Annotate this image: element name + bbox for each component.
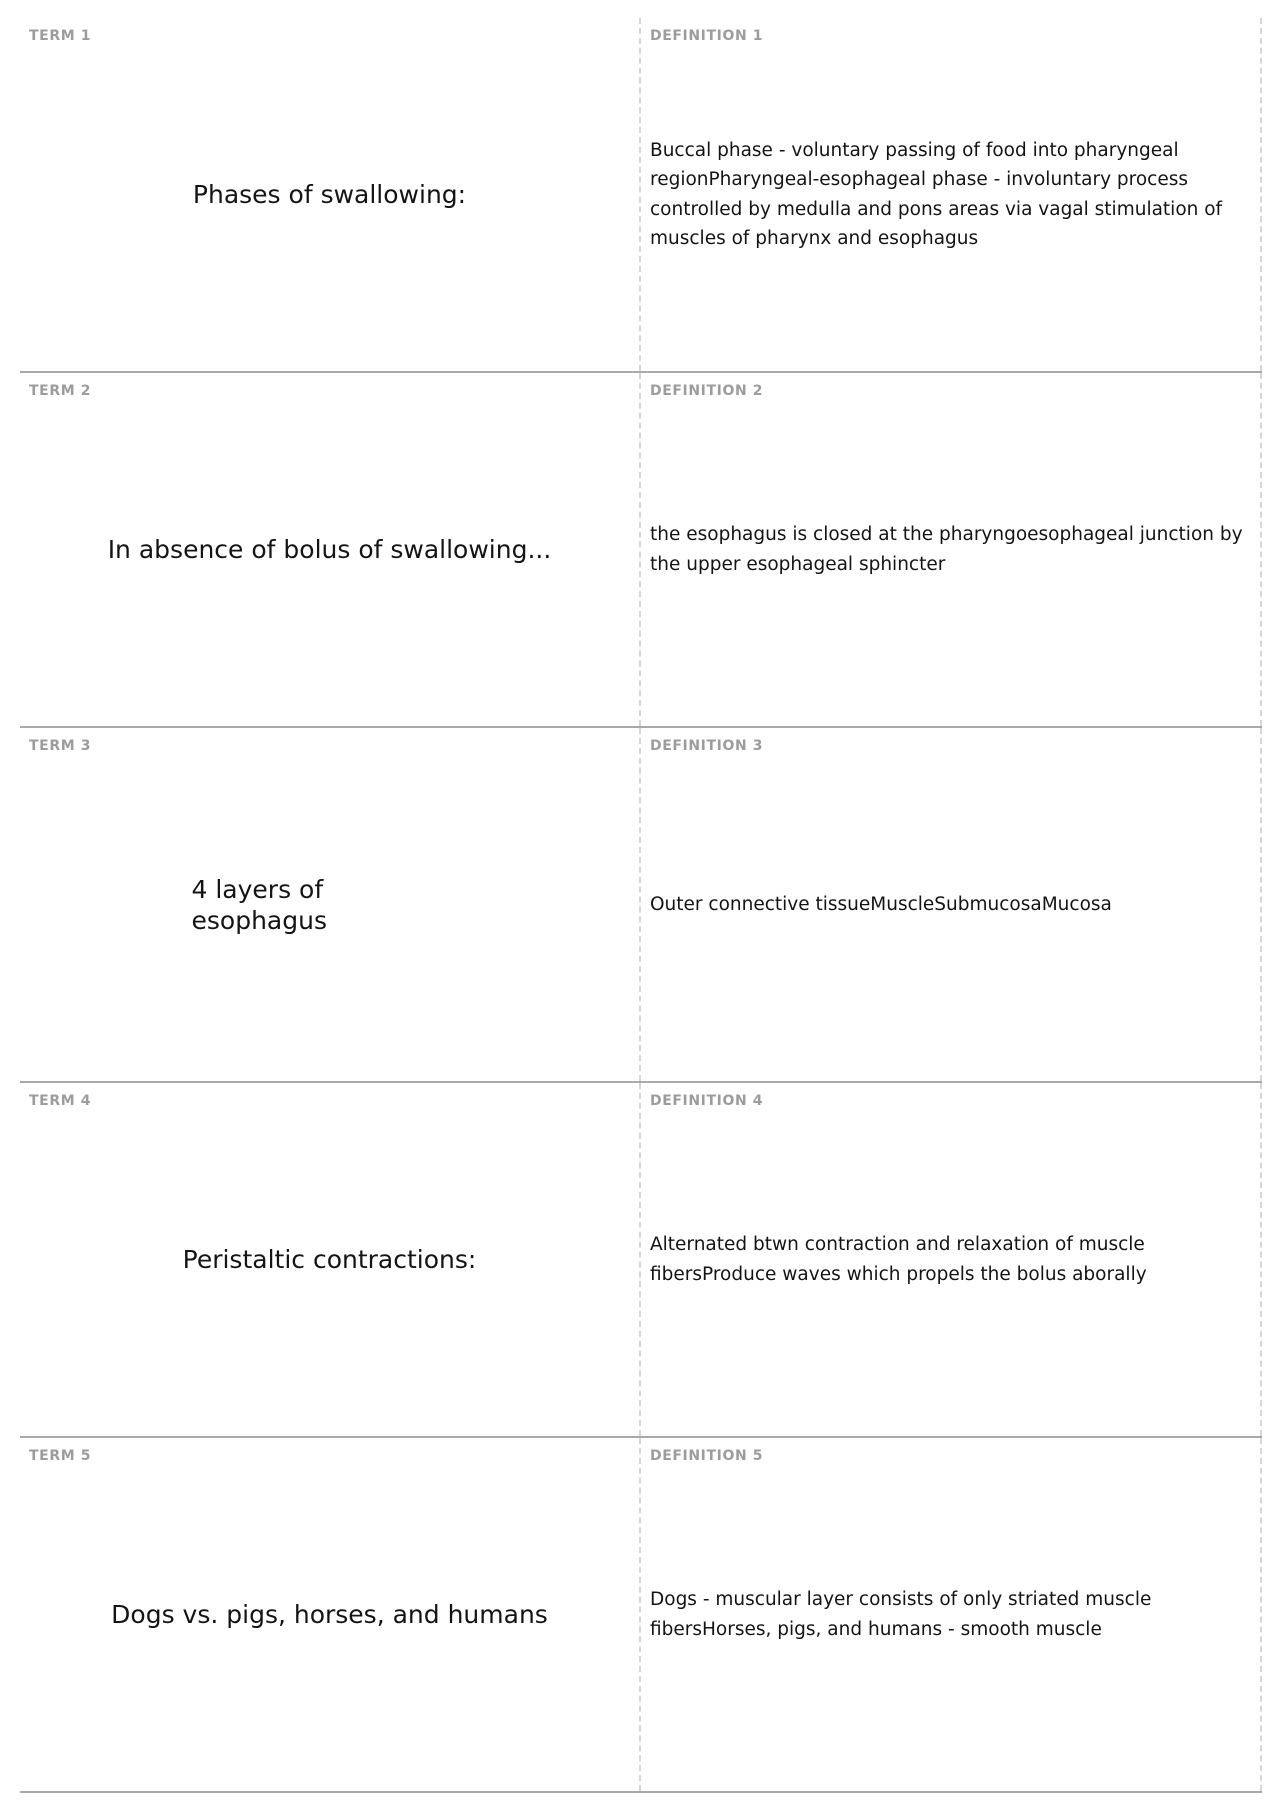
definition-cell (641, 1083, 1262, 1436)
definition-cell (641, 373, 1262, 726)
definition-text: the esophagus is closed at the pharyngoesophageal junction by the upper esophageal sphincter (650, 524, 1243, 575)
term-text-container (20, 373, 639, 726)
definition-text: Buccal phase - voluntary passing of food into pharyngeal regionPharyngeal-esophageal phase - involuntary process controlled by medulla and pons areas via vagal stimulation of muscles of pharynx and esophagus (650, 139, 1223, 249)
definition-cell (641, 728, 1262, 1081)
term-text: Dogs vs. pigs, horses, and humans (111, 1600, 548, 1629)
card-row (20, 1083, 1262, 1438)
definition-cell (641, 18, 1262, 371)
card-row (20, 728, 1262, 1083)
term-cell (20, 728, 641, 1081)
term-label: TERM 4 (29, 1093, 92, 1109)
term-label: TERM 5 (29, 1448, 92, 1464)
definition-text: Dogs - muscular layer consists of only striated muscle fibersHorses, pigs, and humans - smooth muscle (650, 1589, 1152, 1640)
term-text: 4 layers of esophagus (191, 874, 327, 935)
term-text-container (20, 728, 639, 1081)
term-cell (20, 1083, 641, 1436)
term-cell (20, 18, 641, 371)
flashcard-sheet (20, 18, 1262, 1793)
definition-label: DEFINITION 1 (650, 28, 764, 44)
term-label: TERM 3 (29, 738, 92, 754)
definition-label: DEFINITION 4 (650, 1093, 764, 1109)
term-label: TERM 1 (29, 28, 92, 44)
definition-label: DEFINITION 3 (650, 738, 764, 754)
definition-label: DEFINITION 2 (650, 383, 764, 399)
term-text-container (20, 18, 639, 371)
definition-text-container (650, 1083, 1246, 1436)
definition-text: Outer connective tissueMuscleSubmucosaMucosa (650, 893, 1112, 915)
term-text: In absence of bolus of swallowing... (107, 535, 552, 564)
term-text: Phases of swallowing: (192, 180, 467, 209)
term-text-container (20, 1438, 639, 1791)
term-cell (20, 373, 641, 726)
definition-text: Alternated btwn contraction and relaxation of muscle fibersProduce waves which propels the bolus aborally (650, 1234, 1147, 1285)
term-cell (20, 1438, 641, 1791)
term-text: Peristaltic contractions: (182, 1245, 477, 1274)
card-row (20, 373, 1262, 728)
term-label: TERM 2 (29, 383, 92, 399)
term-text-container (20, 1083, 639, 1436)
definition-cell (641, 1438, 1262, 1791)
definition-text-container (650, 18, 1246, 371)
definition-text-container (650, 1438, 1246, 1791)
definition-label: DEFINITION 5 (650, 1448, 764, 1464)
card-row (20, 18, 1262, 373)
definition-text-container (650, 728, 1246, 1081)
definition-text-container (650, 373, 1246, 726)
card-row (20, 1438, 1262, 1793)
